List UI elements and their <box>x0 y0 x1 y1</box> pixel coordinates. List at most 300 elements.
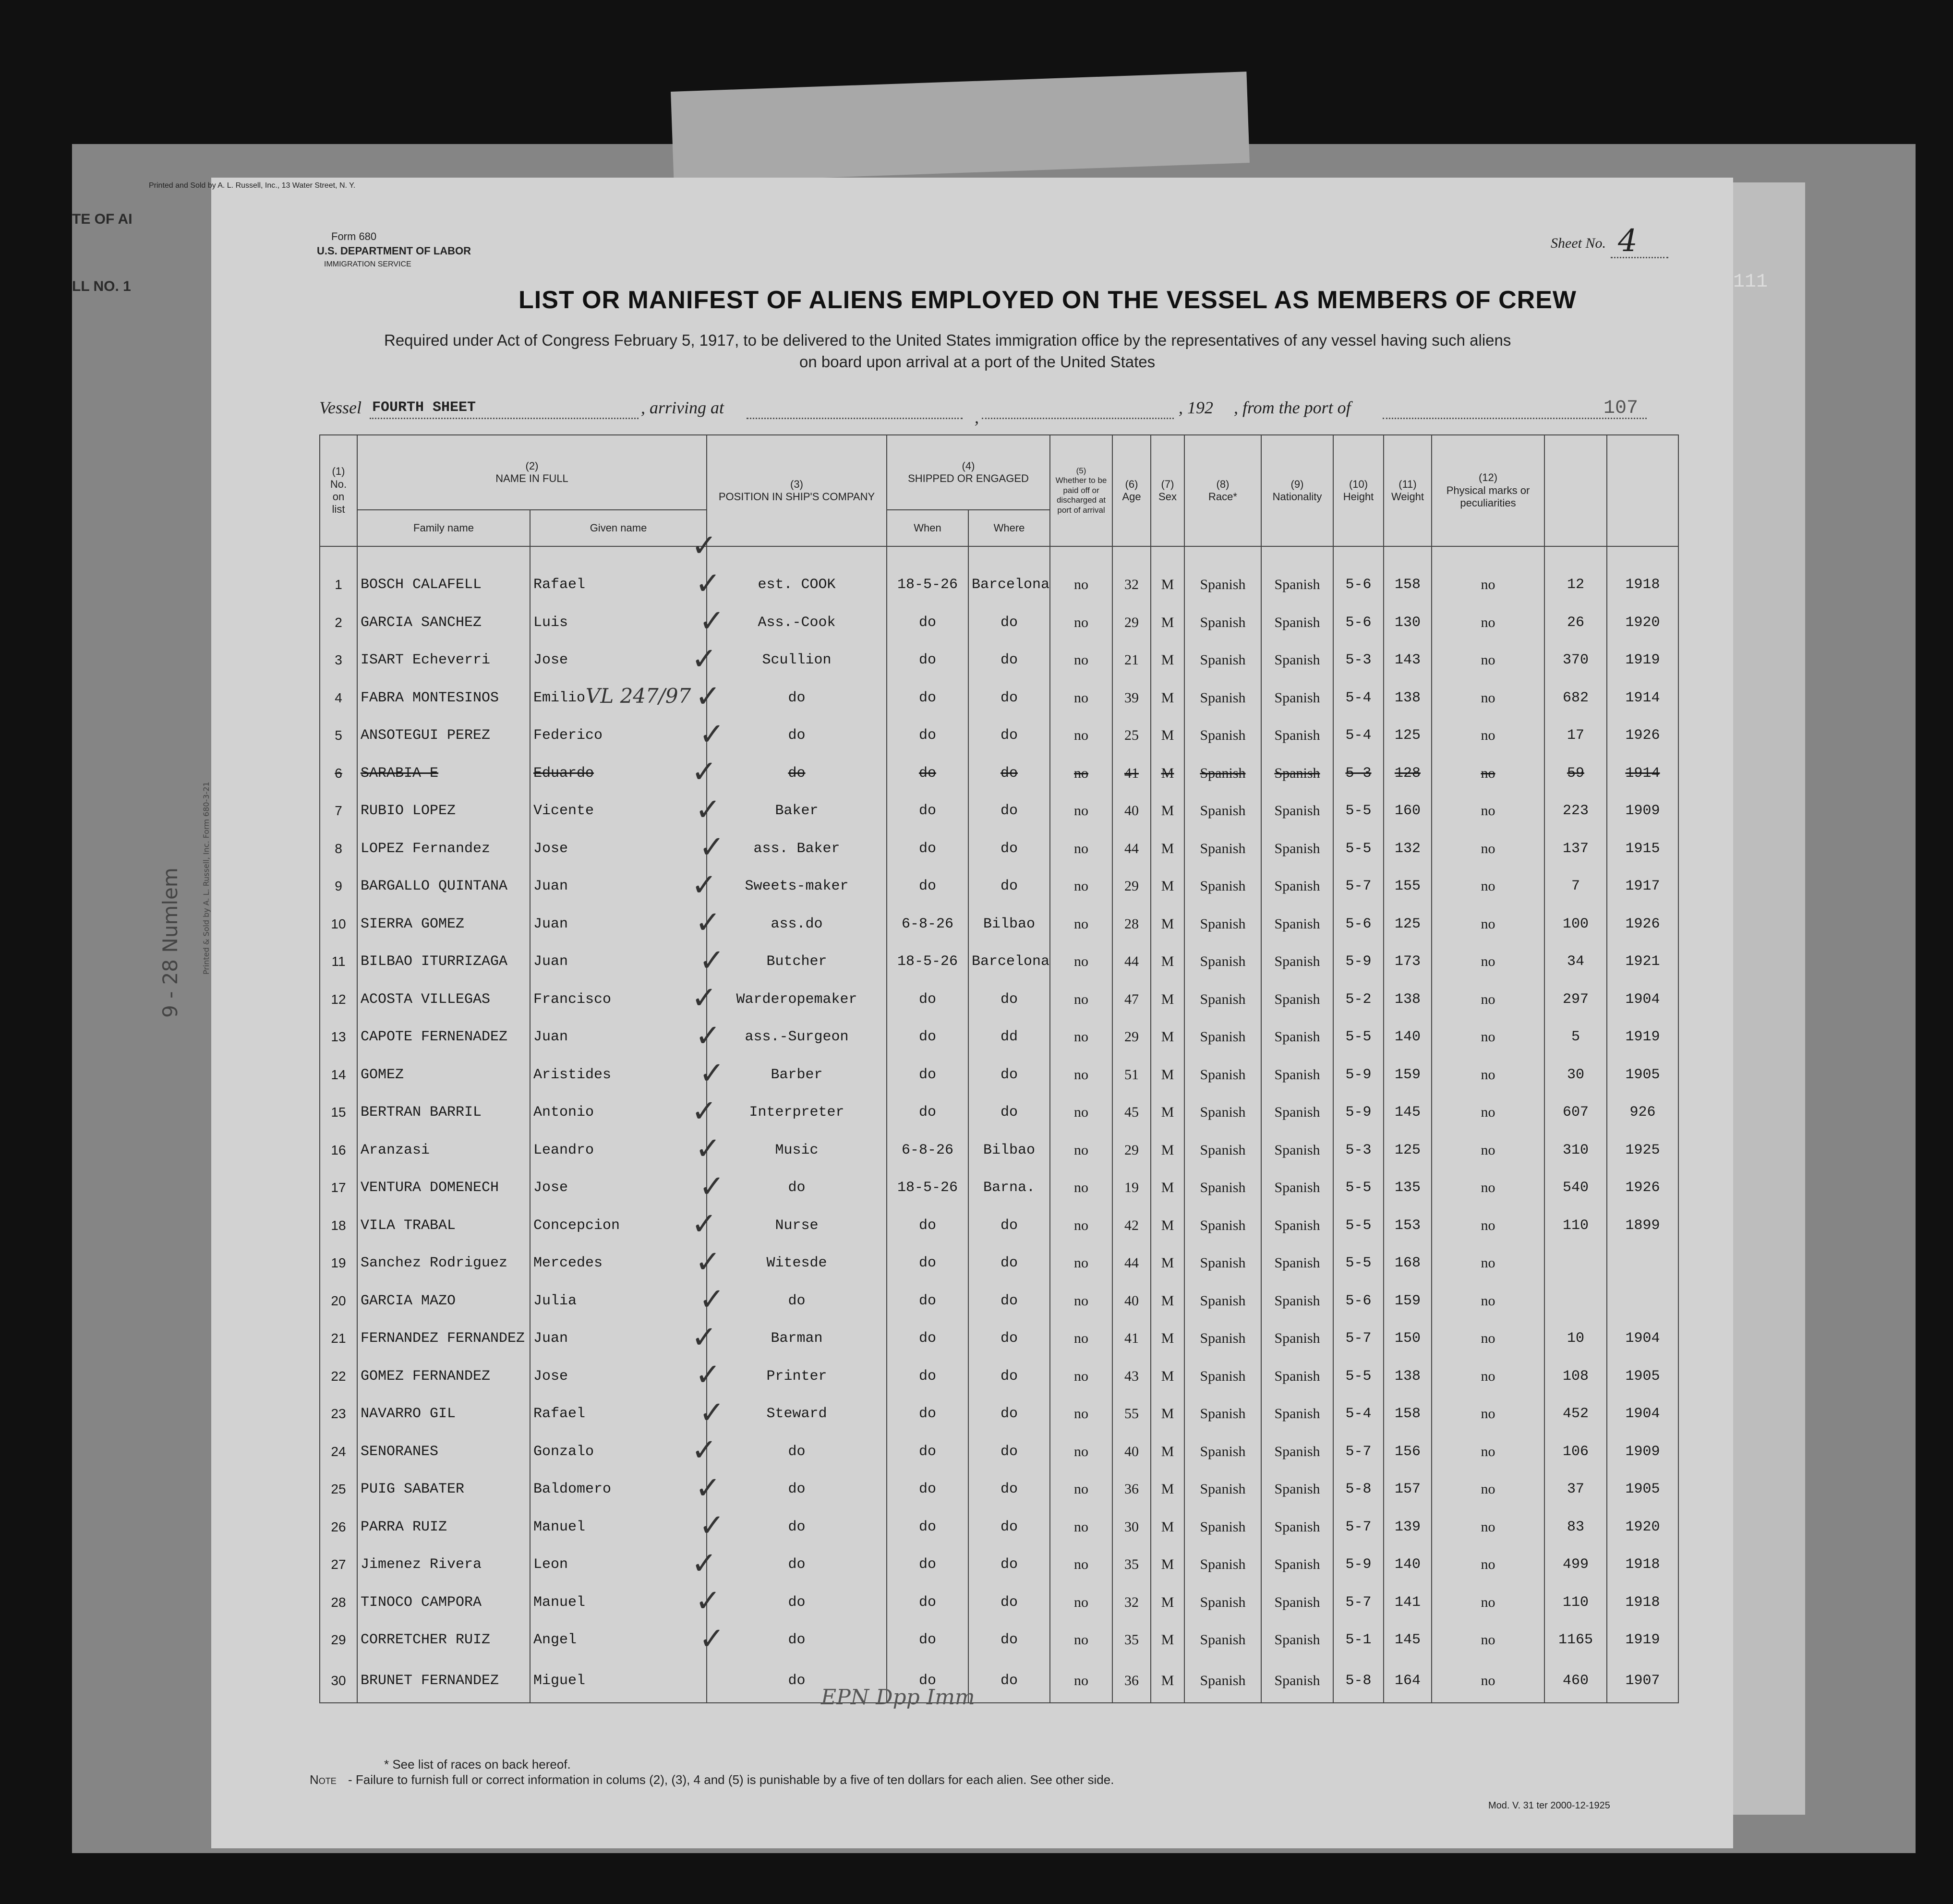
cell-position: Interpreter <box>707 1094 887 1132</box>
col-header-marks: (12) Physical marks or peculiarities <box>1432 435 1544 546</box>
cell-nationality: Spanish <box>1261 1395 1333 1433</box>
cell-shipped-where: dd <box>968 1018 1050 1056</box>
cell-row-number: 22 <box>320 1358 357 1396</box>
cell-weight: 132 <box>1384 830 1432 868</box>
cell-race: Spanish <box>1184 1018 1261 1056</box>
cell-height: 5-9 <box>1333 1546 1384 1584</box>
cell-nationality: Spanish <box>1261 1470 1333 1508</box>
cell-height: 5-6 <box>1333 905 1384 943</box>
cell-shipped-when: do <box>887 1094 968 1132</box>
cell-row-number: 7 <box>320 792 357 830</box>
handwritten-reference: VL 247/97 <box>586 684 691 708</box>
cell-height: 5-1 <box>1333 1621 1384 1659</box>
bureau: IMMIGRATION SERVICE <box>324 260 411 268</box>
cell-paid-off: no <box>1050 905 1112 943</box>
cell-nationality: Spanish <box>1261 1659 1333 1703</box>
cell-row-number: 8 <box>320 830 357 868</box>
table-row <box>320 830 1678 868</box>
cell-nationality: Spanish <box>1261 1320 1333 1358</box>
cell-paid-off: no <box>1050 755 1112 793</box>
cell-race: Spanish <box>1184 1395 1261 1433</box>
cell-extra-number: 223 <box>1544 792 1607 830</box>
cell-paid-off: no <box>1050 566 1112 604</box>
cell-shipped-where: do <box>968 1358 1050 1396</box>
cell-paid-off: no <box>1050 1508 1112 1546</box>
check-mark-icon: ✓ <box>699 1508 725 1543</box>
cell-height: 5-7 <box>1333 1433 1384 1471</box>
cell-extra-number: 310 <box>1544 1132 1607 1169</box>
cell-extra-number: 30 <box>1544 1056 1607 1094</box>
table-row <box>320 1546 1678 1584</box>
cell-age: 35 <box>1112 1621 1151 1659</box>
cell-physical-marks: no <box>1432 641 1544 679</box>
subtitle-line-2: on board upon arrival at a port of the United States <box>799 353 1156 371</box>
cell-sex: M <box>1151 1433 1184 1471</box>
cell-position: do <box>707 717 887 755</box>
check-mark-icon: ✓ <box>695 679 721 714</box>
cell-race: Spanish <box>1184 1320 1261 1358</box>
cell-paid-off: no <box>1050 679 1112 717</box>
cell-given-name: Juan <box>530 1320 707 1358</box>
cell-row-number: 30 <box>320 1659 357 1703</box>
form-number: Form 680 <box>331 230 377 242</box>
cell-family-name: BRUNET FERNANDEZ <box>357 1659 530 1703</box>
cell-height: 5-7 <box>1333 1584 1384 1622</box>
cell-shipped-where: do <box>968 1470 1050 1508</box>
cell-race: Spanish <box>1184 1094 1261 1132</box>
cell-sex: M <box>1151 792 1184 830</box>
table-row <box>320 604 1678 642</box>
cell-extra-number: 1165 <box>1544 1621 1607 1659</box>
cell-height: 5-6 <box>1333 604 1384 642</box>
cell-extra-number: 370 <box>1544 641 1607 679</box>
cell-paid-off: no <box>1050 830 1112 868</box>
check-mark-icon: ✓ <box>691 1206 717 1242</box>
cell-shipped-where: do <box>968 717 1050 755</box>
cell-given-name: Angel <box>530 1621 707 1659</box>
cell-row-number: 12 <box>320 981 357 1019</box>
cell-family-name: BOSCH CALAFELL <box>357 566 530 604</box>
cell-race: Spanish <box>1184 1546 1261 1584</box>
check-mark-icon: ✓ <box>695 1131 721 1167</box>
check-mark-icon: ✓ <box>695 792 721 828</box>
cell-extra-number: 452 <box>1544 1395 1607 1433</box>
cell-height: 5-6 <box>1333 566 1384 604</box>
cell-weight: 138 <box>1384 1358 1432 1396</box>
table-row <box>320 1659 1678 1703</box>
cell-shipped-when: do <box>887 641 968 679</box>
cell-extra-number: 106 <box>1544 1433 1607 1471</box>
cell-family-name: SENORANES <box>357 1433 530 1471</box>
cell-sex: M <box>1151 868 1184 905</box>
cell-height: 5-9 <box>1333 1094 1384 1132</box>
cell-paid-off: no <box>1050 1207 1112 1245</box>
cell-shipped-when: do <box>887 981 968 1019</box>
cell-sex: M <box>1151 1546 1184 1584</box>
cell-age: 40 <box>1112 1433 1151 1471</box>
cell-shipped-when: do <box>887 830 968 868</box>
cell-paid-off: no <box>1050 943 1112 981</box>
cell-extra-year: 1905 <box>1607 1358 1678 1396</box>
cell-age: 35 <box>1112 1546 1151 1584</box>
cell-age: 30 <box>1112 1508 1151 1546</box>
cell-shipped-where: do <box>968 1584 1050 1622</box>
check-mark-icon: ✓ <box>699 716 725 752</box>
cell-age: 32 <box>1112 1584 1151 1622</box>
cell-shipped-where: do <box>968 868 1050 905</box>
cell-sex: M <box>1151 566 1184 604</box>
cell-extra-year: 1926 <box>1607 717 1678 755</box>
cell-paid-off: no <box>1050 1132 1112 1169</box>
cell-position: ass.-Surgeon <box>707 1018 887 1056</box>
cell-sex: M <box>1151 679 1184 717</box>
cell-given-name: Mercedes <box>530 1244 707 1282</box>
cell-nationality: Spanish <box>1261 566 1333 604</box>
cell-sex: M <box>1151 1207 1184 1245</box>
cell-height: 5-3 <box>1333 1132 1384 1169</box>
cell-row-number: 21 <box>320 1320 357 1358</box>
cell-row-number: 5 <box>320 717 357 755</box>
cell-shipped-when: do <box>887 755 968 793</box>
cell-extra-year: 1904 <box>1607 1320 1678 1358</box>
cell-physical-marks: no <box>1432 566 1544 604</box>
cell-race: Spanish <box>1184 981 1261 1019</box>
table-row <box>320 868 1678 905</box>
cell-position: Butcher <box>707 943 887 981</box>
cell-extra-year: 1918 <box>1607 1546 1678 1584</box>
cell-shipped-where: do <box>968 1094 1050 1132</box>
cell-paid-off: no <box>1050 1621 1112 1659</box>
cell-position: Warderopemaker <box>707 981 887 1019</box>
cell-paid-off: no <box>1050 792 1112 830</box>
printer-line: Printed and Sold by A. L. Russell, Inc., 13 Water Street, N. Y. <box>149 181 356 190</box>
cell-row-number: 14 <box>320 1056 357 1094</box>
cell-given-name: Miguel <box>530 1659 707 1703</box>
cell-physical-marks: no <box>1432 1433 1544 1471</box>
cell-nationality: Spanish <box>1261 905 1333 943</box>
cell-given-name: Manuel <box>530 1508 707 1546</box>
cell-row-number: 29 <box>320 1621 357 1659</box>
cell-shipped-where: do <box>968 641 1050 679</box>
cell-given-name: Rafael <box>530 566 707 604</box>
check-mark-icon: ✓ <box>699 1282 725 1317</box>
cell-extra-year: 1920 <box>1607 604 1678 642</box>
cell-sex: M <box>1151 1056 1184 1094</box>
cell-position: Printer <box>707 1358 887 1396</box>
cell-extra-number: 59 <box>1544 755 1607 793</box>
cell-weight: 159 <box>1384 1282 1432 1320</box>
cell-row-number: 2 <box>320 604 357 642</box>
cell-extra-year: 926 <box>1607 1094 1678 1132</box>
cell-physical-marks: no <box>1432 1320 1544 1358</box>
table-row <box>320 1132 1678 1169</box>
cell-shipped-where: do <box>968 792 1050 830</box>
cell-shipped-where: Barcelona <box>968 566 1050 604</box>
cell-age: 44 <box>1112 830 1151 868</box>
table-row <box>320 943 1678 981</box>
cell-race: Spanish <box>1184 1659 1261 1703</box>
cell-extra-number: 17 <box>1544 717 1607 755</box>
cell-row-number: 23 <box>320 1395 357 1433</box>
cell-row-number: 1 <box>320 566 357 604</box>
cell-shipped-where: do <box>968 1508 1050 1546</box>
cell-position: ass.do <box>707 905 887 943</box>
cell-paid-off: no <box>1050 1584 1112 1622</box>
cell-race: Spanish <box>1184 868 1261 905</box>
cell-extra-number: 34 <box>1544 943 1607 981</box>
cell-position: ass. Baker <box>707 830 887 868</box>
cell-race: Spanish <box>1184 1207 1261 1245</box>
cell-shipped-where: do <box>968 755 1050 793</box>
cell-paid-off: no <box>1050 981 1112 1019</box>
cell-shipped-when: do <box>887 1320 968 1358</box>
cell-row-number: 10 <box>320 905 357 943</box>
cell-row-number: 25 <box>320 1470 357 1508</box>
check-mark-icon: ✓ <box>691 1093 717 1129</box>
cell-physical-marks: no <box>1432 1244 1544 1282</box>
cell-row-number: 26 <box>320 1508 357 1546</box>
cell-extra-year: 1918 <box>1607 1584 1678 1622</box>
handwritten-bottom-note: EPN Dpp Imm <box>821 1685 975 1710</box>
cell-height: 5-4 <box>1333 679 1384 717</box>
col-header-position: (3) POSITION IN SHIP'S COMPANY <box>707 435 887 546</box>
cell-race: Spanish <box>1184 1508 1261 1546</box>
cell-nationality: Spanish <box>1261 1508 1333 1546</box>
cell-age: 41 <box>1112 755 1151 793</box>
cell-shipped-where: do <box>968 1621 1050 1659</box>
cell-race: Spanish <box>1184 1621 1261 1659</box>
cell-row-number: 3 <box>320 641 357 679</box>
cell-shipped-when: 6-8-26 <box>887 1132 968 1169</box>
cell-physical-marks: no <box>1432 679 1544 717</box>
cell-extra-number: 7 <box>1544 868 1607 905</box>
check-mark-icon: ✓ <box>695 1244 721 1280</box>
table-row <box>320 1282 1678 1320</box>
cell-sex: M <box>1151 1282 1184 1320</box>
cell-extra-number: 12 <box>1544 566 1607 604</box>
table-row <box>320 1207 1678 1245</box>
cell-shipped-where: do <box>968 1433 1050 1471</box>
cell-position: do <box>707 1282 887 1320</box>
cell-shipped-where: do <box>968 1282 1050 1320</box>
check-mark-icon: ✓ <box>691 641 717 677</box>
cell-race: Spanish <box>1184 717 1261 755</box>
cell-height: 5-2 <box>1333 981 1384 1019</box>
cell-given-name: Francisco <box>530 981 707 1019</box>
cell-age: 43 <box>1112 1358 1151 1396</box>
table-row <box>320 1244 1678 1282</box>
cell-family-name: BARGALLO QUINTANA <box>357 868 530 905</box>
check-mark-icon: ✓ <box>699 1395 725 1431</box>
cell-paid-off: no <box>1050 604 1112 642</box>
check-mark-icon: ✓ <box>695 1583 721 1619</box>
table-row <box>320 1508 1678 1546</box>
check-mark-icon: ✓ <box>695 1470 721 1506</box>
table-row <box>320 1621 1678 1659</box>
cell-extra-year: 1904 <box>1607 1395 1678 1433</box>
cell-row-number: 27 <box>320 1546 357 1584</box>
cell-position: do <box>707 1621 887 1659</box>
cell-physical-marks: no <box>1432 1395 1544 1433</box>
cell-row-number: 9 <box>320 868 357 905</box>
check-mark-icon: ✓ <box>691 1545 717 1581</box>
cell-sex: M <box>1151 981 1184 1019</box>
cell-nationality: Spanish <box>1261 1132 1333 1169</box>
cell-physical-marks: no <box>1432 1508 1544 1546</box>
cell-extra-year: 1918 <box>1607 566 1678 604</box>
cell-physical-marks: no <box>1432 1621 1544 1659</box>
cell-extra-year: 1919 <box>1607 1018 1678 1056</box>
cell-race: Spanish <box>1184 905 1261 943</box>
table-row <box>320 1056 1678 1094</box>
cell-physical-marks: no <box>1432 1282 1544 1320</box>
cell-race: Spanish <box>1184 1470 1261 1508</box>
cell-extra-number: 83 <box>1544 1508 1607 1546</box>
cell-shipped-when: do <box>887 1358 968 1396</box>
cell-shipped-when: do <box>887 792 968 830</box>
cell-nationality: Spanish <box>1261 830 1333 868</box>
cell-shipped-when: do <box>887 604 968 642</box>
check-mark-icon: ✓ <box>699 1169 725 1205</box>
cell-given-name: Jose <box>530 830 707 868</box>
cell-position: est. COOK <box>707 566 887 604</box>
cell-height: 5-3 <box>1333 755 1384 793</box>
cell-family-name: GOMEZ <box>357 1056 530 1094</box>
cell-physical-marks: no <box>1432 1018 1544 1056</box>
cell-sex: M <box>1151 717 1184 755</box>
cell-family-name: BERTRAN BARRIL <box>357 1094 530 1132</box>
cell-paid-off: no <box>1050 1320 1112 1358</box>
from-port-label: , from the port of <box>1234 398 1351 417</box>
check-mark-icon: ✓ <box>699 1621 725 1657</box>
cell-height: 5-9 <box>1333 1056 1384 1094</box>
table-row <box>320 1358 1678 1396</box>
col-header-when: When <box>887 510 968 546</box>
cell-given-name: Julia <box>530 1282 707 1320</box>
cell-age: 41 <box>1112 1320 1151 1358</box>
cell-weight: 138 <box>1384 679 1432 717</box>
cell-family-name: LOPEZ Fernandez <box>357 830 530 868</box>
cell-extra-year: 1926 <box>1607 1169 1678 1207</box>
cell-position: do <box>707 1546 887 1584</box>
cell-extra-number <box>1544 1244 1607 1282</box>
cell-shipped-where: do <box>968 604 1050 642</box>
cell-extra-number: 540 <box>1544 1169 1607 1207</box>
cell-sex: M <box>1151 1358 1184 1396</box>
cell-weight: 173 <box>1384 943 1432 981</box>
cell-weight: 140 <box>1384 1018 1432 1056</box>
cell-sex: M <box>1151 1508 1184 1546</box>
cell-age: 44 <box>1112 1244 1151 1282</box>
table-row <box>320 1169 1678 1207</box>
table-row <box>320 755 1678 793</box>
cell-weight: 145 <box>1384 1621 1432 1659</box>
cell-race: Spanish <box>1184 1358 1261 1396</box>
cell-race: Spanish <box>1184 1433 1261 1471</box>
check-mark-icon: ✓ <box>695 1357 721 1393</box>
cell-position: Scullion <box>707 641 887 679</box>
cell-shipped-when: 18-5-26 <box>887 1169 968 1207</box>
cell-position: Nurse <box>707 1207 887 1245</box>
cell-extra-year: 1915 <box>1607 830 1678 868</box>
cell-family-name: CORRETCHER RUIZ <box>357 1621 530 1659</box>
cell-race: Spanish <box>1184 679 1261 717</box>
cell-age: 36 <box>1112 1470 1151 1508</box>
cell-nationality: Spanish <box>1261 1244 1333 1282</box>
cell-extra-year: 1921 <box>1607 943 1678 981</box>
cell-extra-year: 1925 <box>1607 1132 1678 1169</box>
cell-sex: M <box>1151 1584 1184 1622</box>
cell-height: 5-5 <box>1333 1244 1384 1282</box>
cell-extra-year: 1909 <box>1607 1433 1678 1471</box>
table-row <box>320 1470 1678 1508</box>
cell-height: 5-9 <box>1333 943 1384 981</box>
left-sheet-label-2: LL NO. 1 <box>72 278 131 294</box>
col-header-no: (1) No. on list <box>320 435 357 546</box>
cell-sex: M <box>1151 1018 1184 1056</box>
cell-extra-number: 607 <box>1544 1094 1607 1132</box>
cell-family-name: FERNANDEZ FERNANDEZ <box>357 1320 530 1358</box>
vessel-name: FOURTH SHEET <box>372 399 476 416</box>
cell-paid-off: no <box>1050 1244 1112 1282</box>
cell-sex: M <box>1151 1659 1184 1703</box>
cell-extra-number: 26 <box>1544 604 1607 642</box>
cell-position: do <box>707 1508 887 1546</box>
cell-age: 51 <box>1112 1056 1151 1094</box>
cell-given-name: Jose <box>530 1169 707 1207</box>
cell-given-name: Juan <box>530 1018 707 1056</box>
cell-row-number: 6 <box>320 755 357 793</box>
department: U.S. DEPARTMENT OF LABOR <box>317 245 471 257</box>
check-mark-icon: ✓ <box>699 603 725 639</box>
cell-sex: M <box>1151 1244 1184 1282</box>
cell-age: 40 <box>1112 1282 1151 1320</box>
cell-extra-year <box>1607 1244 1678 1282</box>
cell-row-number: 16 <box>320 1132 357 1169</box>
cell-extra-year: 1914 <box>1607 755 1678 793</box>
cell-shipped-where: do <box>968 1320 1050 1358</box>
cell-row-number: 4 <box>320 679 357 717</box>
col-header-height: (10) Height <box>1333 435 1384 546</box>
cell-given-name: Luis <box>530 604 707 642</box>
cell-given-name: Juan <box>530 868 707 905</box>
table-row <box>320 717 1678 755</box>
cell-extra-year: 1909 <box>1607 792 1678 830</box>
cell-given-name: Eduardo <box>530 755 707 793</box>
cell-nationality: Spanish <box>1261 1207 1333 1245</box>
cell-shipped-when: do <box>887 1395 968 1433</box>
form-footer: Mod. V. 31 ter 2000-12-1925 <box>1488 1800 1610 1811</box>
table-row <box>320 566 1678 604</box>
col-header-nationality: (9) Nationality <box>1261 435 1333 546</box>
cell-height: 5-5 <box>1333 1169 1384 1207</box>
cell-position: Ass.-Cook <box>707 604 887 642</box>
cell-position: do <box>707 1169 887 1207</box>
cell-height: 5-4 <box>1333 1395 1384 1433</box>
cell-given-name: Rafael <box>530 1395 707 1433</box>
cell-sex: M <box>1151 604 1184 642</box>
cell-position: Barman <box>707 1320 887 1358</box>
cell-physical-marks: no <box>1432 1056 1544 1094</box>
cell-weight: 158 <box>1384 566 1432 604</box>
cell-extra-year: 1914 <box>1607 679 1678 717</box>
cell-extra-number: 37 <box>1544 1470 1607 1508</box>
cell-paid-off: no <box>1050 1282 1112 1320</box>
table-row <box>320 905 1678 943</box>
cell-height: 5-6 <box>1333 1282 1384 1320</box>
left-sheet-label-1: TE OF AI <box>72 211 133 227</box>
cell-given-name: Concepcion <box>530 1207 707 1245</box>
